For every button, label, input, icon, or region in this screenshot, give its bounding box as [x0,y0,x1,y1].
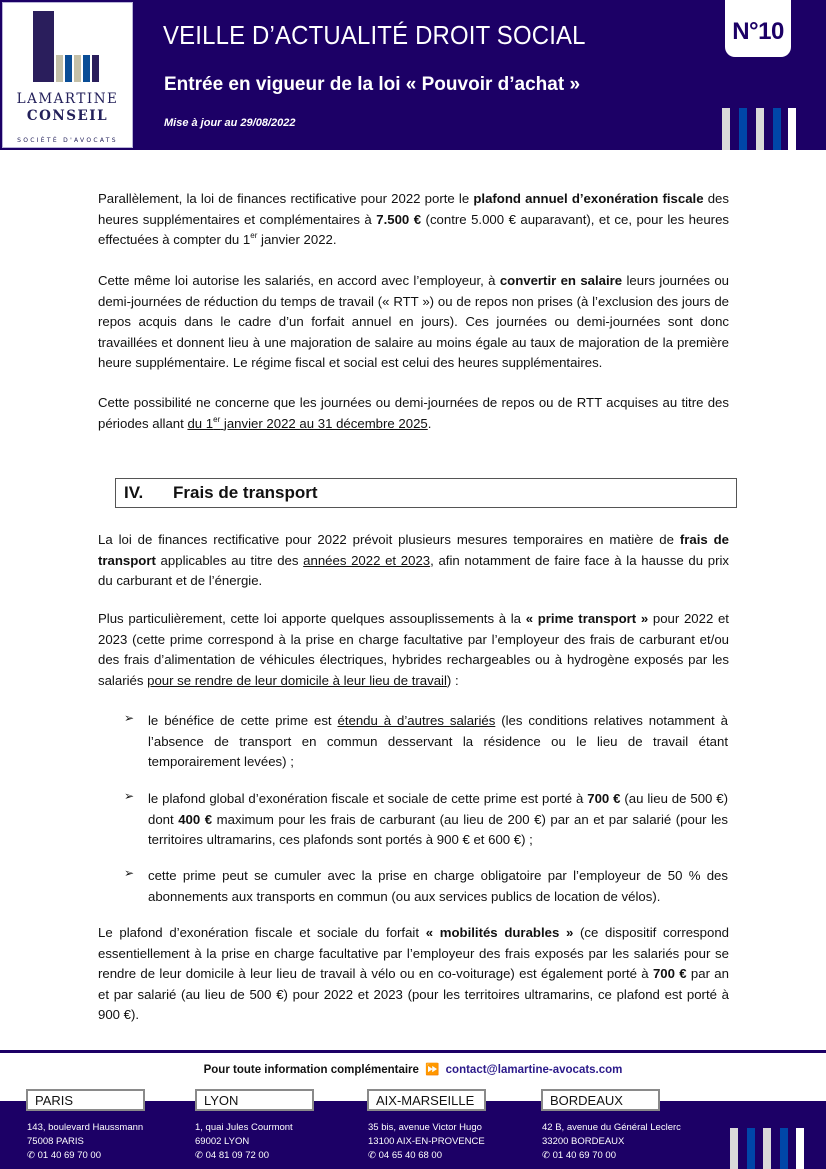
bold-text: 700 € [652,966,687,982]
text: janvier 2022. [257,232,337,248]
text: maximum pour les frais de carburant (au lieu de 200 €) par an et par salarié (pour les territoires ultramarins, ces plafonds sont portés à 900 € et 600 €) ; [148,811,728,848]
text: . [427,415,432,431]
address-line: 1, quai Jules Courmont [195,1122,293,1133]
newsletter-subtitle: Entrée en vigueur de la loi « Pouvoir d’achat » [164,74,581,95]
header-stripe [722,108,730,150]
text: Cette possibilité ne concerne que les journées ou demi-journées de repos ou de RTT acquises au titre des périodes allant [98,395,729,431]
text: Plus particulièrement, cette loi apporte quelques assouplissements à la [98,611,526,626]
text: par an et par salarié (au lieu de 500 €) pour 2022 et 2023 (pour les territoires ultramarins, ce plafond est porté à 900 €). [98,966,729,1023]
text: applicables au titre des [155,552,304,568]
office-tab-paris: PARIS [26,1089,145,1111]
underlined-text: étendu à d’autres salariés [337,713,496,728]
header-banner [0,0,826,150]
paragraph-rtt-period [98,393,729,434]
text: Cette même loi autorise les salariés, en accord avec l’employeur, à [98,273,500,288]
address-line: 33200 BORDEAUX [542,1136,625,1147]
office-address-aix-marseille [368,1121,485,1163]
logo-small-bar [92,55,99,82]
address-line: 35 bis, avenue Victor Hugo [368,1122,482,1133]
logo-small-bar [56,55,63,82]
address-line: 42 B, avenue du Général Leclerc [542,1122,681,1133]
phone-icon: ✆ [368,1150,376,1161]
phone-icon: ✆ [195,1150,203,1161]
text: des heures supplémentaires et complémentaires à [98,191,729,227]
paragraph-rtt-conversion [98,271,729,374]
text: La loi de finances rectificative pour 2022 prévoit plusieurs mesures temporaires en matière de [98,532,680,547]
text: le plafond global d’exonération fiscale et sociale de cette prime est porté à [148,791,588,806]
logo-tall-bar [33,11,54,82]
address-line: 75008 PARIS [27,1136,84,1147]
text: (les conditions relatives notamment à l’absence de transport en commun desservant la résidence ou le lieu de travail étant temporairement levées) ; [148,713,728,770]
arrowhead-bullet-icon: ➢ [124,711,135,725]
bold-text: plafond annuel d’exonération fiscale [473,191,704,206]
text: janvier 2022 au 31 décembre 2025 [220,415,428,431]
office-address-lyon [195,1121,293,1163]
arrowhead-bullet-icon: ➢ [124,789,135,803]
text: Le plafond d’exonération fiscale et sociale du forfait [98,925,426,940]
bold-text: frais de transport [98,532,729,568]
footer-stripe [796,1128,804,1169]
text: pour 2022 et 2023 (cette prime correspond à la prise en charge facultative par l’employeur des frais de carburant et/ou des frais d’alimentation de véhicules électriques, hybrides rechargeables ou à hydrogène exposés par les salariés [98,611,729,688]
text: leurs journées ou demi-journées de réduction du temps de travail (« RTT ») ou de repos non prises (à l’exclusion des jours de repos acquis dans le cadre d’un forfait annuel en jours). Ces journées ou demi-journées sont donc travaillées et donnent lieu à une majoration de salaire au moins égale au taux de majoration de la première heure supplémentaire. Le régime fiscal et social est celui des heures supplémentaires. [98,273,729,371]
text: (ce dispositif correspond essentiellement à la prise en charge facultative par l’employeur des frais exposés par les salariés pour se rendre de leur domicile à leur lieu de travail à vélo ou en co-voiturage) est également porté à [98,925,729,982]
text: le bénéfice de cette prime est [148,713,338,728]
contact-email-link[interactable]: contact@lamartine-avocats.com [445,1064,623,1076]
logo-small-bar [83,55,90,82]
office-address-paris [27,1121,143,1163]
phone-number: 04 81 09 72 00 [205,1150,270,1161]
office-address-bordeaux [542,1121,681,1163]
issue-number-badge: N°10 [725,0,791,57]
phone-number: 01 40 69 70 00 [552,1150,617,1161]
phone-line [368,1149,485,1163]
newsletter-title: VEILLE D’ACTUALITÉ DROIT SOCIAL [163,20,586,50]
phone-icon: ✆ [542,1150,550,1161]
underlined-text: pour se rendre de leur domicile à leur lieu de travail [147,672,447,688]
header-stripe [756,108,764,150]
footer-stripe [730,1128,738,1169]
paragraph-mobilites-durables [98,923,729,1026]
header-stripe [773,108,781,150]
footer-divider [0,1050,826,1053]
bold-text: 7.500 € [376,211,422,227]
list-item-text [148,789,728,851]
logo-tagline: SOCIÉTÉ D'AVOCATS [17,137,118,144]
paragraph-prime-transport [98,609,729,691]
phone-line [27,1149,143,1163]
paragraph-overtime-ceiling [98,189,729,251]
section-title: Frais de transport [173,483,318,502]
text: cette prime peut se cumuler avec la prise en charge obligatoire par l’employeur de 50 % des abonnements aux transports en commun (ou aux services publics de location de vélos). [148,868,728,904]
superscript: er [250,231,258,241]
phone-line [542,1149,681,1163]
footer-contact-line [0,1062,826,1076]
section-number: IV. [124,483,144,502]
logo-small-bar [65,55,72,82]
contact-label: Pour toute information complémentaire [203,1064,419,1076]
footer-stripe [747,1128,755,1169]
header-stripe [788,108,796,150]
logo-name-line1: LAMARTINE [16,91,119,107]
phone-icon: ✆ [27,1150,35,1161]
office-tab-lyon: LYON [195,1089,314,1111]
company-logo [2,2,133,148]
paragraph-transport-intro [98,530,729,592]
address-line: 143, boulevard Haussmann [27,1122,144,1133]
text: Parallèlement, la loi de finances rectificative pour 2022 porte le [98,191,474,206]
text: (au lieu de 500 €) dont [148,791,729,827]
logo-name-line2: CONSEIL [26,108,109,124]
bold-text: « prime transport » [525,611,649,626]
underlined-date-range [187,416,427,431]
address-line: 13100 AIX-EN-PROVENCE [368,1136,485,1147]
bold-text: 400 € [178,811,213,827]
underlined-text: années 2022 et 2023 [303,552,431,568]
logo-small-bar [74,55,81,82]
update-date: Mise à jour au 29/08/2022 [164,117,296,129]
address-line: 69002 LYON [195,1136,250,1147]
text: du 1 [187,415,214,431]
text: , afin notamment de faire face à la hausse du prix du carburant et de l’énergie. [98,552,730,589]
text: (contre 5.000 € auparavant), et ce, pour les heures effectuées à compter du 1 [98,211,730,248]
bold-text: convertir en salaire [499,273,623,288]
phone-number: 01 40 69 70 00 [37,1150,102,1161]
list-item-text [148,866,728,907]
section-heading [115,478,737,508]
office-tab-bordeaux: BORDEAUX [541,1089,660,1111]
footer-stripe [763,1128,771,1169]
header-stripe [739,108,747,150]
bold-text: 700 € [587,791,621,806]
fast-forward-icon: ⏩ [425,1064,440,1076]
bold-text: « mobilités durables » [425,925,574,940]
superscript: er [213,414,221,424]
phone-number: 04 65 40 68 00 [378,1150,443,1161]
arrowhead-bullet-icon: ➢ [124,866,135,880]
phone-line [195,1149,293,1163]
footer-stripe [780,1128,788,1169]
office-tab-aix-marseille: AIX-MARSEILLE [367,1089,486,1111]
text: ) : [446,672,459,688]
list-item-text [148,711,728,773]
